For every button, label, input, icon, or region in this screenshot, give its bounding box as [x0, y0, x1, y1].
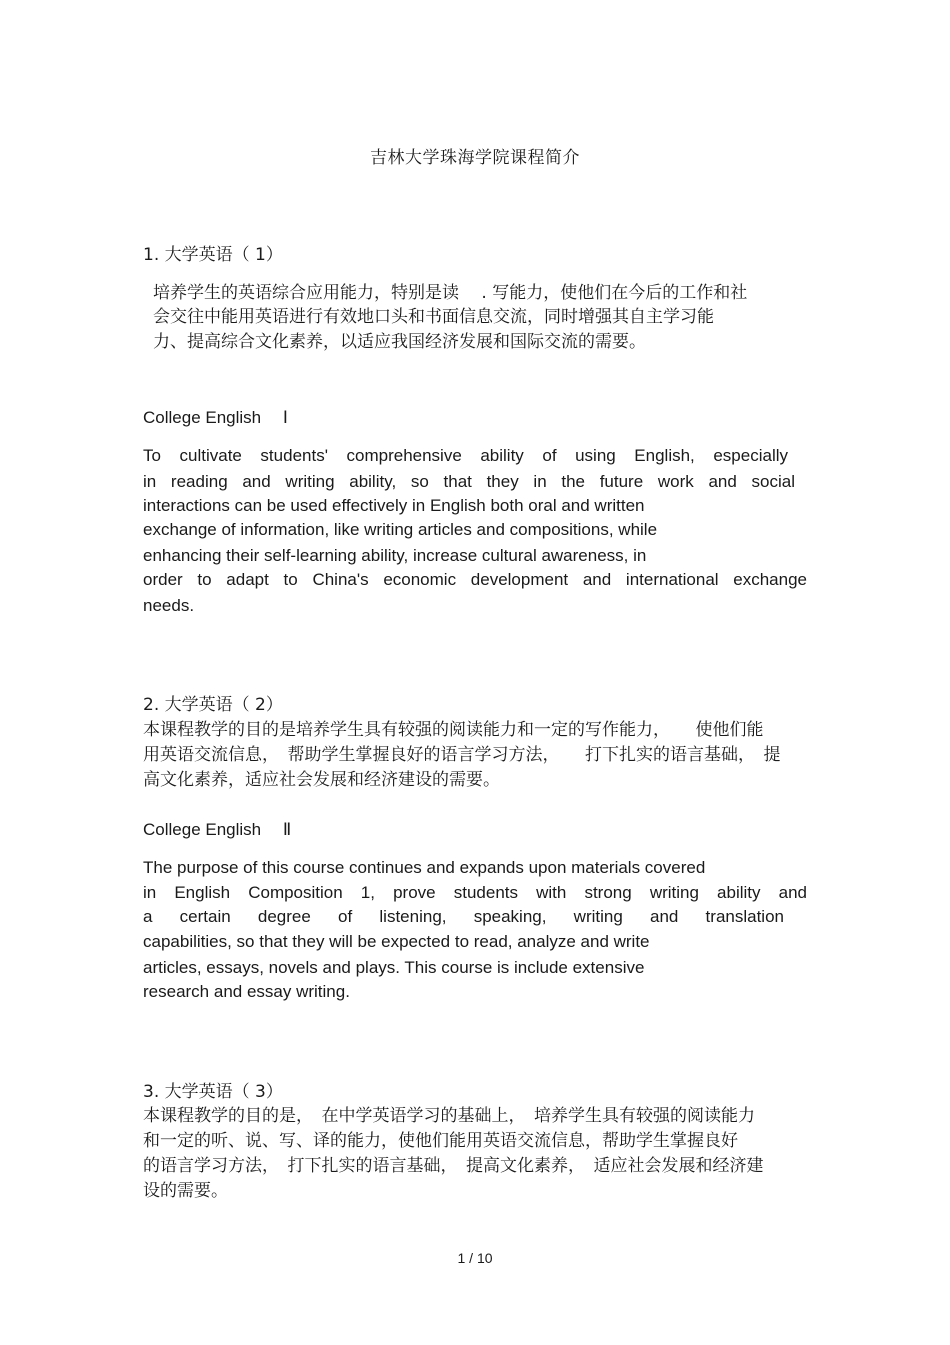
section-1-en-line: exchange of information, like writing articles and compositions, while [143, 520, 658, 539]
section-1-cn-line: 培养学生的英语综合应用能力，特别是读 . 写能力，使他们在今后的工作和社 [153, 283, 748, 303]
document-title: 吉林大学珠海学院课程简介 [370, 148, 580, 168]
section-1-en-line: enhancing their self-learning ability, increase cultural awareness, in [143, 546, 647, 565]
section-2-en-heading: College English Ⅱ [143, 820, 292, 839]
section-2-heading: 2. 大学英语（ 2） [143, 695, 283, 715]
section-1-en-line: To cultivate students' comprehensive ability of using English, especially [143, 446, 788, 465]
section-3-cn-line: 本课程教学的目的是， 在中学英语学习的基础上， 培养学生具有较强的阅读能力 [143, 1106, 755, 1126]
section-2-cn-line: 高文化素养，适应社会发展和经济建设的需要。 [143, 770, 500, 790]
section-2-en-line: articles, essays, novels and plays. This course is include extensive [143, 958, 645, 977]
section-2-en-line: a certain degree of listening, speaking, writing and translation [143, 907, 784, 926]
section-1-cn-line: 会交往中能用英语进行有效地口头和书面信息交流，同时增强其自主学习能 [153, 307, 714, 327]
section-3-cn-line: 和一定的听、说、写、译的能力，使他们能用英语交流信息，帮助学生掌握良好 [143, 1131, 738, 1151]
section-3-cn-line: 设的需要。 [143, 1181, 228, 1201]
section-2-en-line: in English Composition 1, prove students with strong writing ability and [143, 883, 807, 902]
section-1-en-line: in reading and writing ability, so that they in the future work and social [143, 472, 795, 491]
section-1-en-line: interactions can be used effectively in English both oral and written [143, 496, 645, 515]
section-1-heading: 1. 大学英语（ 1） [143, 245, 283, 265]
section-2-cn-line: 本课程教学的目的是培养学生具有较强的阅读能力和一定的写作能力， 使他们能 [143, 720, 764, 740]
section-2-en-line: The purpose of this course continues and expands upon materials covered [143, 858, 706, 877]
section-2-en-line: capabilities, so that they will be expected to read, analyze and write [143, 932, 650, 951]
page-number: 1 / 10 [457, 1250, 493, 1266]
section-1-en-line: needs. [143, 596, 195, 615]
section-1-cn-line: 力、提高综合文化素养，以适应我国经济发展和国际交流的需要。 [153, 332, 646, 352]
section-1-en-line: order to adapt to China's economic development and international exchange [143, 570, 807, 589]
section-3-cn-line: 的语言学习方法， 打下扎实的语言基础， 提高文化素养， 适应社会发展和经济建 [143, 1156, 764, 1176]
section-2-cn-line: 用英语交流信息， 帮助学生掌握良好的语言学习方法， 打下扎实的语言基础， 提 [143, 745, 781, 765]
section-3-heading: 3. 大学英语（ 3） [143, 1082, 283, 1102]
section-1-en-heading: College English Ⅰ [143, 408, 288, 427]
section-2-en-line: research and essay writing. [143, 982, 350, 1001]
